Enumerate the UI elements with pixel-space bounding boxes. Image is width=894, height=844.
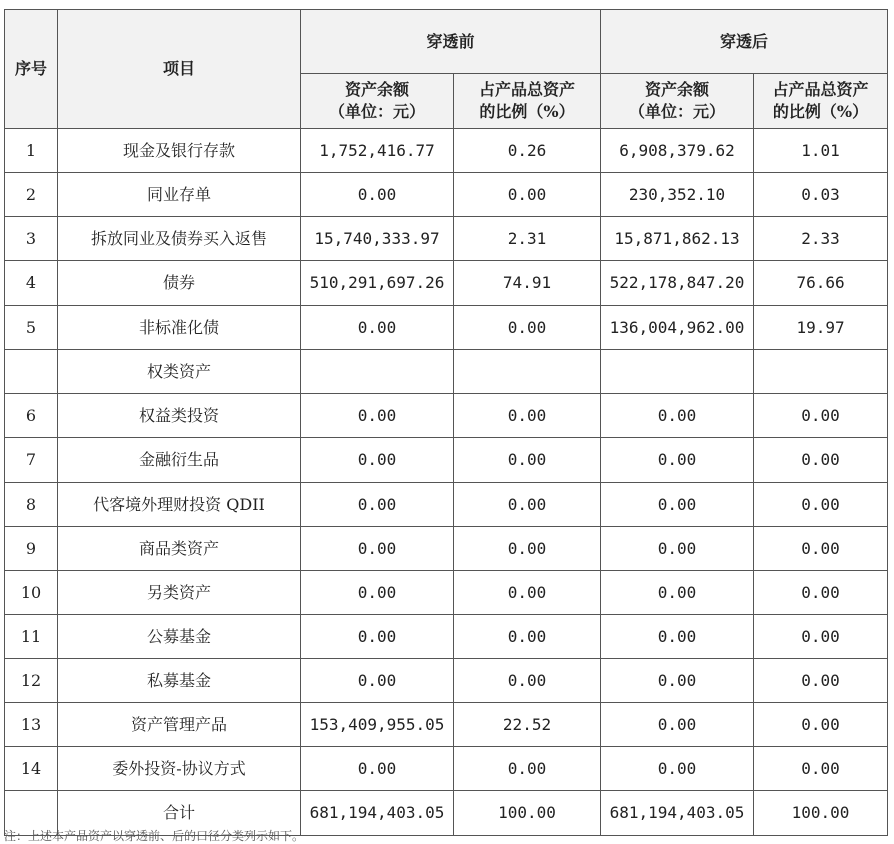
- row-after-ratio: 0.00: [754, 438, 888, 483]
- row-seq: 12: [5, 659, 58, 703]
- row-before-ratio: 74.91: [454, 261, 601, 306]
- row-after-amount: 0.00: [601, 615, 754, 659]
- row-seq: 14: [5, 747, 58, 791]
- row-after-amount: 0.00: [601, 483, 754, 527]
- row-seq: 2: [5, 173, 58, 217]
- table-row: [5, 527, 888, 571]
- row-after-amount: 681,194,403.05: [601, 791, 754, 836]
- table-row: [5, 173, 888, 217]
- row-item: 私募基金: [58, 659, 301, 703]
- row-after-ratio: 0.00: [754, 747, 888, 791]
- table-row: [5, 483, 888, 527]
- row-after-amount: 0.00: [601, 394, 754, 438]
- table-row: [5, 217, 888, 261]
- row-seq: 8: [5, 483, 58, 527]
- row-after-ratio: 0.00: [754, 571, 888, 615]
- row-item: 拆放同业及债券买入返售: [58, 217, 301, 261]
- row-item: 代客境外理财投资 QDII: [58, 483, 301, 527]
- row-after-amount: [601, 350, 754, 394]
- row-item: 金融衍生品: [58, 438, 301, 483]
- row-before-amount: 1,752,416.77: [301, 129, 454, 173]
- footnote: 注：上述本产品资产以穿透前、后的口径分类列示如下。: [4, 829, 305, 843]
- table-row: [5, 571, 888, 615]
- row-after-ratio: 0.00: [754, 659, 888, 703]
- row-after-amount: 0.00: [601, 703, 754, 747]
- row-after-ratio: 0.00: [754, 703, 888, 747]
- row-seq: 9: [5, 527, 58, 571]
- row-before-ratio: 0.00: [454, 747, 601, 791]
- row-after-ratio: 1.01: [754, 129, 888, 173]
- row-before-amount: 15,740,333.97: [301, 217, 454, 261]
- header-before: 穿透前: [301, 10, 601, 74]
- row-before-ratio: 0.00: [454, 527, 601, 571]
- row-after-ratio: 100.00: [754, 791, 888, 836]
- row-after-ratio: [754, 350, 888, 394]
- row-before-ratio: 0.00: [454, 394, 601, 438]
- row-after-amount: 522,178,847.20: [601, 261, 754, 306]
- row-before-ratio: 22.52: [454, 703, 601, 747]
- table-row: [5, 129, 888, 173]
- row-seq: 13: [5, 703, 58, 747]
- row-after-amount: 0.00: [601, 527, 754, 571]
- row-before-amount: 0.00: [301, 173, 454, 217]
- row-item: 非标准化债: [58, 306, 301, 350]
- row-before-amount: 681,194,403.05: [301, 791, 454, 836]
- row-after-amount: 0.00: [601, 747, 754, 791]
- row-item: 现金及银行存款: [58, 129, 301, 173]
- row-after-ratio: 19.97: [754, 306, 888, 350]
- table-row: [5, 615, 888, 659]
- row-seq: 4: [5, 261, 58, 306]
- row-after-amount: 6,908,379.62: [601, 129, 754, 173]
- row-before-amount: 0.00: [301, 747, 454, 791]
- row-after-amount: 136,004,962.00: [601, 306, 754, 350]
- row-item: 委外投资-协议方式: [58, 747, 301, 791]
- row-before-ratio: [454, 350, 601, 394]
- row-before-ratio: 0.00: [454, 659, 601, 703]
- row-item: 公募基金: [58, 615, 301, 659]
- row-seq: 6: [5, 394, 58, 438]
- table-row: [5, 747, 888, 791]
- row-after-ratio: 0.00: [754, 394, 888, 438]
- row-before-amount: 0.00: [301, 394, 454, 438]
- table-row: [5, 261, 888, 306]
- table-body: [5, 129, 888, 836]
- row-item: 权类资产: [58, 350, 301, 394]
- row-seq: [5, 350, 58, 394]
- row-before-ratio: 0.00: [454, 615, 601, 659]
- row-before-ratio: 0.00: [454, 483, 601, 527]
- row-item: 债券: [58, 261, 301, 306]
- row-seq: 11: [5, 615, 58, 659]
- header-before-amount: 资产余额 （单位：元）: [301, 74, 454, 129]
- row-after-ratio: 0.03: [754, 173, 888, 217]
- row-before-amount: 0.00: [301, 659, 454, 703]
- row-after-amount: 0.00: [601, 438, 754, 483]
- row-seq: 3: [5, 217, 58, 261]
- row-item: 另类资产: [58, 571, 301, 615]
- row-before-amount: 0.00: [301, 527, 454, 571]
- header-before-ratio: 占产品总资产 的比例（%）: [454, 74, 601, 129]
- row-before-ratio: 0.26: [454, 129, 601, 173]
- row-item: 权益类投资: [58, 394, 301, 438]
- header-after-ratio: 占产品总资产 的比例（%）: [754, 74, 888, 129]
- row-item: 同业存单: [58, 173, 301, 217]
- row-before-ratio: 0.00: [454, 173, 601, 217]
- row-item: 合计: [58, 791, 301, 836]
- row-after-amount: 0.00: [601, 659, 754, 703]
- header-after-amount: 资产余额 （单位：元）: [601, 74, 754, 129]
- row-after-amount: 0.00: [601, 571, 754, 615]
- row-after-ratio: 0.00: [754, 527, 888, 571]
- row-after-ratio: 2.33: [754, 217, 888, 261]
- row-seq: 7: [5, 438, 58, 483]
- row-before-amount: 0.00: [301, 571, 454, 615]
- row-seq: 10: [5, 571, 58, 615]
- row-before-ratio: 0.00: [454, 571, 601, 615]
- header-item: 项目: [58, 10, 301, 129]
- row-before-amount: 0.00: [301, 615, 454, 659]
- row-before-ratio: 2.31: [454, 217, 601, 261]
- row-after-ratio: 0.00: [754, 615, 888, 659]
- table-row: [5, 703, 888, 747]
- row-before-amount: 153,409,955.05: [301, 703, 454, 747]
- row-before-amount: 0.00: [301, 438, 454, 483]
- row-before-amount: [301, 350, 454, 394]
- table-row: [5, 350, 888, 394]
- row-seq: 5: [5, 306, 58, 350]
- row-after-amount: 15,871,862.13: [601, 217, 754, 261]
- table-row: [5, 659, 888, 703]
- table-row: [5, 438, 888, 483]
- row-item: 资产管理产品: [58, 703, 301, 747]
- row-before-ratio: 0.00: [454, 438, 601, 483]
- row-before-amount: 0.00: [301, 306, 454, 350]
- row-after-amount: 230,352.10: [601, 173, 754, 217]
- table-row: [5, 306, 888, 350]
- table-row: [5, 394, 888, 438]
- row-after-ratio: 0.00: [754, 483, 888, 527]
- row-before-ratio: 100.00: [454, 791, 601, 836]
- row-after-ratio: 76.66: [754, 261, 888, 306]
- row-seq: 1: [5, 129, 58, 173]
- asset-allocation-table: [4, 9, 888, 836]
- row-before-ratio: 0.00: [454, 306, 601, 350]
- header-after: 穿透后: [601, 10, 888, 74]
- row-item: 商品类资产: [58, 527, 301, 571]
- header-seq: 序号: [5, 10, 58, 129]
- row-before-amount: 0.00: [301, 483, 454, 527]
- row-before-amount: 510,291,697.26: [301, 261, 454, 306]
